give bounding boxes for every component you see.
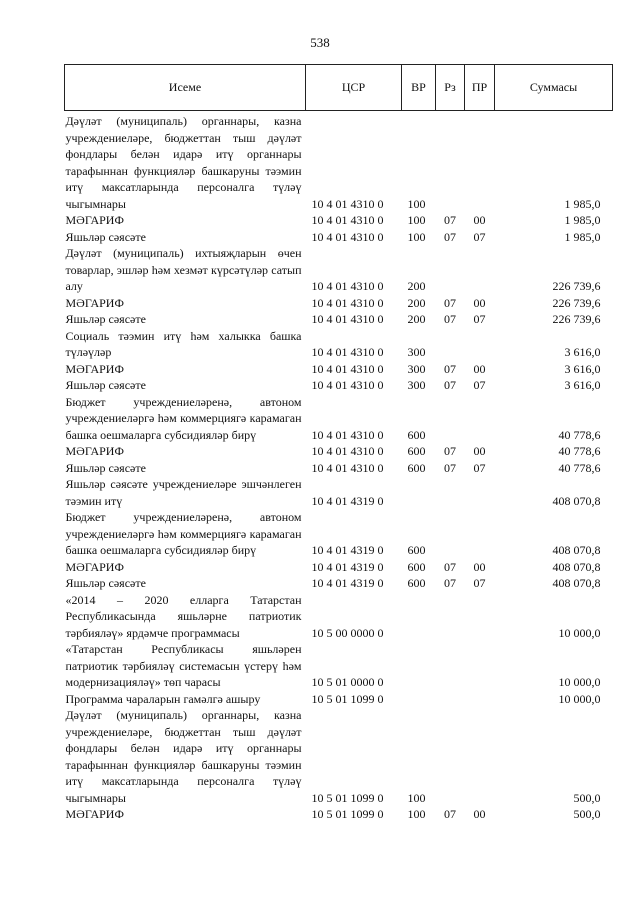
- row-sum-cell: 40 778,6: [558, 460, 601, 475]
- row-vr-cell: [402, 476, 436, 509]
- row-rz-cell: [436, 592, 465, 642]
- row-csr-cell: 10 4 01 4310 0: [311, 196, 384, 211]
- row-csr-cell: 10 4 01 4310 0: [311, 361, 384, 376]
- row-csr-cell: 10 5 00 0000 0: [311, 625, 384, 640]
- row-sum-cell: 40 778,6: [558, 444, 601, 458]
- table-row: [65, 245, 613, 295]
- table-row: [65, 328, 613, 361]
- row-vr-cell: 600: [407, 427, 426, 442]
- row-pr-cell: 00: [473, 295, 486, 310]
- row-vr-cell: 100: [407, 790, 426, 805]
- row-vr-cell: 100: [407, 196, 426, 211]
- row-vr-cell: 600: [407, 444, 426, 458]
- row-vr-cell: [402, 592, 436, 642]
- row-name-cell: МӘГАРИФ: [65, 361, 124, 376]
- row-name-cell: МӘГАРИФ: [65, 559, 124, 574]
- row-sum-cell: 226 739,6: [552, 279, 601, 293]
- row-vr-cell: [402, 691, 436, 708]
- row-rz-cell: [436, 509, 465, 559]
- row-csr-cell: 10 4 01 4310 0: [311, 345, 384, 359]
- row-name-cell: Яшьләр сәясәте: [65, 460, 146, 475]
- column-header-vr: ВР: [402, 65, 436, 111]
- row-vr-cell: 600: [407, 576, 426, 590]
- row-csr-cell: 10 4 01 4310 0: [311, 213, 384, 227]
- row-vr-cell: 300: [407, 345, 426, 359]
- table-row: [65, 377, 613, 394]
- row-sum-cell: 10 000,0: [558, 691, 601, 706]
- row-name-cell: Яшьләр сәясәте: [65, 378, 146, 392]
- row-sum-cell: 500,0: [573, 790, 601, 805]
- row-pr-cell: [465, 707, 495, 806]
- row-sum-cell: 408 070,8: [552, 576, 601, 590]
- row-sum-cell: 226 739,6: [552, 312, 601, 326]
- row-sum-cell: 408 070,8: [552, 543, 601, 557]
- row-vr-cell: 300: [407, 378, 426, 392]
- row-csr-cell: 10 5 01 0000 0: [311, 675, 384, 689]
- row-name-cell: Яшьләр сәясәте учреждениеләре эшчәнлеген тәэмин итү: [65, 477, 302, 508]
- row-sum-cell: 3 616,0: [564, 378, 601, 392]
- table-row: [65, 460, 613, 477]
- row-pr-cell: 07: [473, 378, 486, 392]
- column-header-rz: Рз: [436, 65, 465, 111]
- row-csr-cell: 10 4 01 4310 0: [311, 460, 384, 475]
- row-pr-cell: [465, 641, 495, 691]
- column-header-pr: ПР: [465, 65, 495, 111]
- row-rz-cell: [436, 245, 465, 295]
- row-pr-cell: 00: [473, 559, 486, 574]
- row-name-cell: Яшьләр сәясәте: [65, 576, 146, 590]
- row-rz-cell: 07: [444, 229, 456, 244]
- row-name-cell: «2014 – 2020 елларга Татарстан Республикасында яшьләрне патриотик тәрбияләү» ярдәмче программасы: [65, 592, 302, 640]
- table-row: [65, 394, 613, 444]
- row-name-cell: МӘГАРИФ: [65, 807, 124, 821]
- row-rz-cell: [436, 111, 465, 213]
- row-sum-cell: 1 985,0: [564, 196, 601, 211]
- row-vr-cell: 300: [407, 361, 426, 376]
- row-vr-cell: 600: [407, 559, 426, 574]
- table-row: [65, 476, 613, 509]
- row-pr-cell: 00: [473, 444, 486, 458]
- row-rz-cell: 07: [444, 444, 456, 458]
- column-header-name: Исеме: [65, 65, 306, 111]
- row-name-cell: Яшьләр сәясәте: [65, 229, 146, 244]
- row-pr-cell: 07: [473, 576, 486, 590]
- row-sum-cell: 408 070,8: [552, 559, 601, 574]
- row-vr-cell: 600: [407, 543, 426, 557]
- row-rz-cell: 07: [444, 312, 456, 326]
- row-csr-cell: 10 4 01 4319 0: [311, 543, 384, 557]
- row-name-cell: Дәүләт (муниципаль) органнары, казна учреждениеләре, бюджеттан тыш дәүләт фондлары белән идарә итү органнары тарафыннан функцияләр башкаруны тәэмин итү максатларында персоналга түләү чыгымнары: [65, 114, 302, 211]
- row-pr-cell: 00: [473, 213, 486, 227]
- row-sum-cell: 10 000,0: [558, 625, 601, 640]
- row-vr-cell: 100: [407, 229, 426, 244]
- row-sum-cell: 1 985,0: [564, 213, 601, 227]
- row-rz-cell: 07: [444, 213, 456, 227]
- row-pr-cell: [465, 394, 495, 444]
- table-row: [65, 443, 613, 460]
- row-rz-cell: [436, 691, 465, 708]
- column-header-csr: ЦСР: [306, 65, 402, 111]
- row-name-cell: МӘГАРИФ: [65, 295, 124, 310]
- row-name-cell: МӘГАРИФ: [65, 213, 124, 227]
- row-sum-cell: 500,0: [573, 807, 601, 821]
- table-row: [65, 311, 613, 328]
- row-pr-cell: [465, 476, 495, 509]
- table-row: [65, 111, 613, 213]
- row-pr-cell: [465, 691, 495, 708]
- table-row: [65, 641, 613, 691]
- row-sum-cell: 40 778,6: [558, 427, 601, 442]
- row-name-cell: Бюджет учреждениеләренә, автоном учреждениеләргә һәм коммерциягә карамаган башка оешмаларга субсидияләр бирү: [65, 394, 302, 442]
- row-name-cell: Бюджет учреждениеләренә, автоном учреждениеләргә һәм коммерциягә карамаган башка оешмаларга субсидияләр бирү: [65, 510, 302, 557]
- row-csr-cell: 10 4 01 4319 0: [311, 576, 384, 590]
- table-row: [65, 592, 613, 642]
- row-pr-cell: [465, 592, 495, 642]
- row-pr-cell: 07: [473, 312, 486, 326]
- table-row: [65, 295, 613, 312]
- row-name-cell: Дәүләт (муниципаль) органнары, казна учреждениеләре, бюджеттан тыш дәүләт фондлары белән идарә итү органнары тарафыннан функцияләр башкаруны тәэмин итү максатларында персоналга түләү чыгымнары: [65, 708, 302, 805]
- row-vr-cell: 100: [407, 213, 426, 227]
- row-vr-cell: 200: [407, 279, 426, 293]
- row-sum-cell: 408 070,8: [552, 493, 601, 508]
- row-sum-cell: 3 616,0: [564, 361, 601, 376]
- table-row: [65, 559, 613, 576]
- row-rz-cell: 07: [444, 295, 456, 310]
- row-pr-cell: [465, 111, 495, 213]
- row-pr-cell: [465, 245, 495, 295]
- row-rz-cell: 07: [444, 378, 456, 392]
- row-name-cell: Дәүләт (муниципаль) ихтыяҗларын өчен товарлар, эшләр һәм хезмәт күрсәтүләр сатып алу: [65, 246, 302, 293]
- row-csr-cell: 10 5 01 1099 0: [311, 691, 384, 706]
- row-rz-cell: [436, 641, 465, 691]
- row-rz-cell: [436, 328, 465, 361]
- row-sum-cell: 226 739,6: [552, 295, 601, 310]
- page-number: 538: [310, 35, 330, 50]
- row-pr-cell: 00: [473, 807, 486, 821]
- table-row: [65, 361, 613, 378]
- table-row: [65, 229, 613, 246]
- table-row: [65, 806, 613, 823]
- row-rz-cell: 07: [444, 576, 456, 590]
- table-row: [65, 575, 613, 592]
- row-vr-cell: 100: [407, 807, 426, 821]
- row-csr-cell: 10 5 01 1099 0: [311, 807, 384, 821]
- row-csr-cell: 10 5 01 1099 0: [311, 790, 384, 805]
- row-csr-cell: 10 4 01 4310 0: [311, 427, 384, 442]
- row-pr-cell: 07: [473, 460, 486, 475]
- row-csr-cell: 10 4 01 4310 0: [311, 444, 384, 458]
- table-row: [65, 691, 613, 708]
- row-csr-cell: 10 4 01 4310 0: [311, 279, 384, 293]
- row-name-cell: «Татарстан Республикасы яшьләрен патриотик тәрбияләү системасын үстерү һәм модернизацияләү» төп чарасы: [65, 642, 302, 689]
- row-pr-cell: 07: [473, 229, 486, 244]
- row-name-cell: МӘГАРИФ: [65, 444, 124, 458]
- row-rz-cell: [436, 476, 465, 509]
- table-row: [65, 509, 613, 559]
- row-vr-cell: 600: [407, 460, 426, 475]
- row-pr-cell: [465, 509, 495, 559]
- row-rz-cell: [436, 394, 465, 444]
- row-csr-cell: 10 4 01 4319 0: [311, 493, 384, 508]
- row-rz-cell: 07: [444, 460, 456, 475]
- row-pr-cell: [465, 328, 495, 361]
- column-header-sum: Суммасы: [495, 65, 613, 111]
- row-csr-cell: 10 4 01 4310 0: [311, 229, 384, 244]
- row-name-cell: Программа чараларын гамәлгә ашыру: [65, 691, 261, 706]
- table-row: [65, 212, 613, 229]
- row-vr-cell: 200: [407, 312, 426, 326]
- row-rz-cell: 07: [444, 559, 456, 574]
- row-name-cell: Яшьләр сәясәте: [65, 312, 146, 326]
- row-csr-cell: 10 4 01 4310 0: [311, 312, 384, 326]
- row-pr-cell: 00: [473, 361, 486, 376]
- row-sum-cell: 3 616,0: [564, 345, 601, 359]
- table-body: [65, 111, 613, 823]
- row-name-cell: Социаль тәэмин итү һәм халыкка башка түләүләр: [65, 328, 302, 359]
- row-csr-cell: 10 4 01 4310 0: [311, 378, 384, 392]
- row-sum-cell: 10 000,0: [558, 675, 601, 689]
- table-header: [65, 65, 613, 111]
- table-row: [65, 707, 613, 806]
- row-rz-cell: 07: [444, 807, 456, 821]
- row-vr-cell: 200: [407, 295, 426, 310]
- row-csr-cell: 10 4 01 4319 0: [311, 559, 384, 574]
- row-sum-cell: 1 985,0: [564, 229, 601, 244]
- row-rz-cell: [436, 707, 465, 806]
- row-csr-cell: 10 4 01 4310 0: [311, 295, 384, 310]
- budget-table: [64, 64, 613, 823]
- row-vr-cell: [402, 641, 436, 691]
- row-rz-cell: 07: [444, 361, 456, 376]
